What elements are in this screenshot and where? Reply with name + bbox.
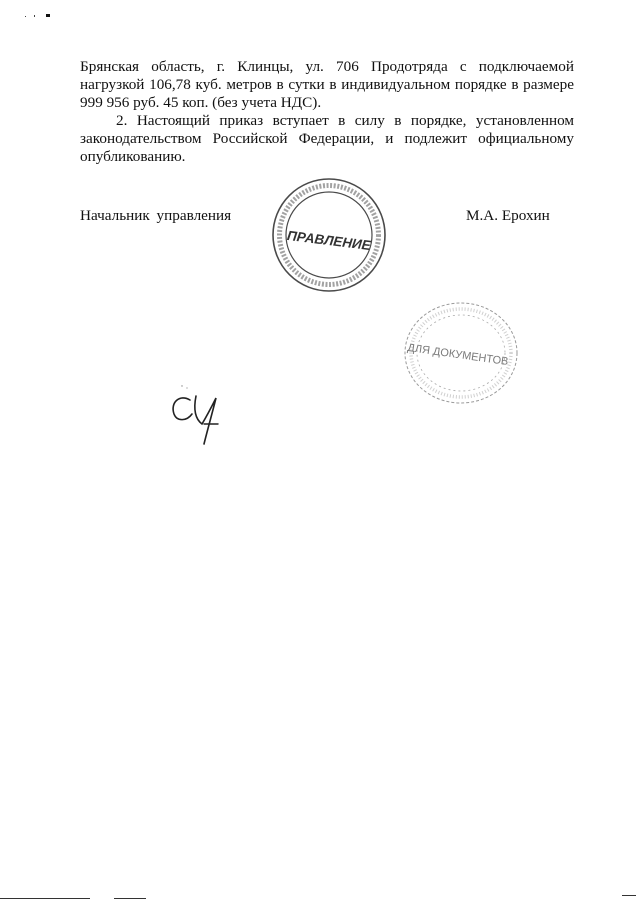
handwritten-signature	[160, 384, 236, 452]
official-seal-stamp	[270, 176, 388, 294]
footer-rule	[114, 898, 146, 899]
scan-marks	[22, 8, 62, 22]
signatory-name: М.А. Ерохин	[466, 207, 550, 224]
footer-rule	[622, 895, 636, 896]
footer-rule	[0, 898, 90, 899]
signatory-position: Начальник управления	[80, 207, 232, 224]
faint-stamp-text: ДЛЯ ДОКУМЕНТОВ	[406, 341, 510, 369]
paragraph-effective-clause: 2. Настоящий приказ вступает в силу в порядке, установленном законодательством Российской Федерации, и подлежит официальному опубликованию.	[80, 112, 574, 166]
seal-center-text: ПРАВЛЕНИЕ	[286, 227, 372, 254]
faint-document-stamp	[398, 296, 524, 410]
paragraph-tariff-text: Брянская область, г. Клинцы, ул. 706 Продотряда с подключаемой нагрузкой 106,78 куб. метров в сутки в индивидуальном порядке в размере 999 956 руб. 45 коп. (без учета НДС).	[80, 58, 574, 112]
